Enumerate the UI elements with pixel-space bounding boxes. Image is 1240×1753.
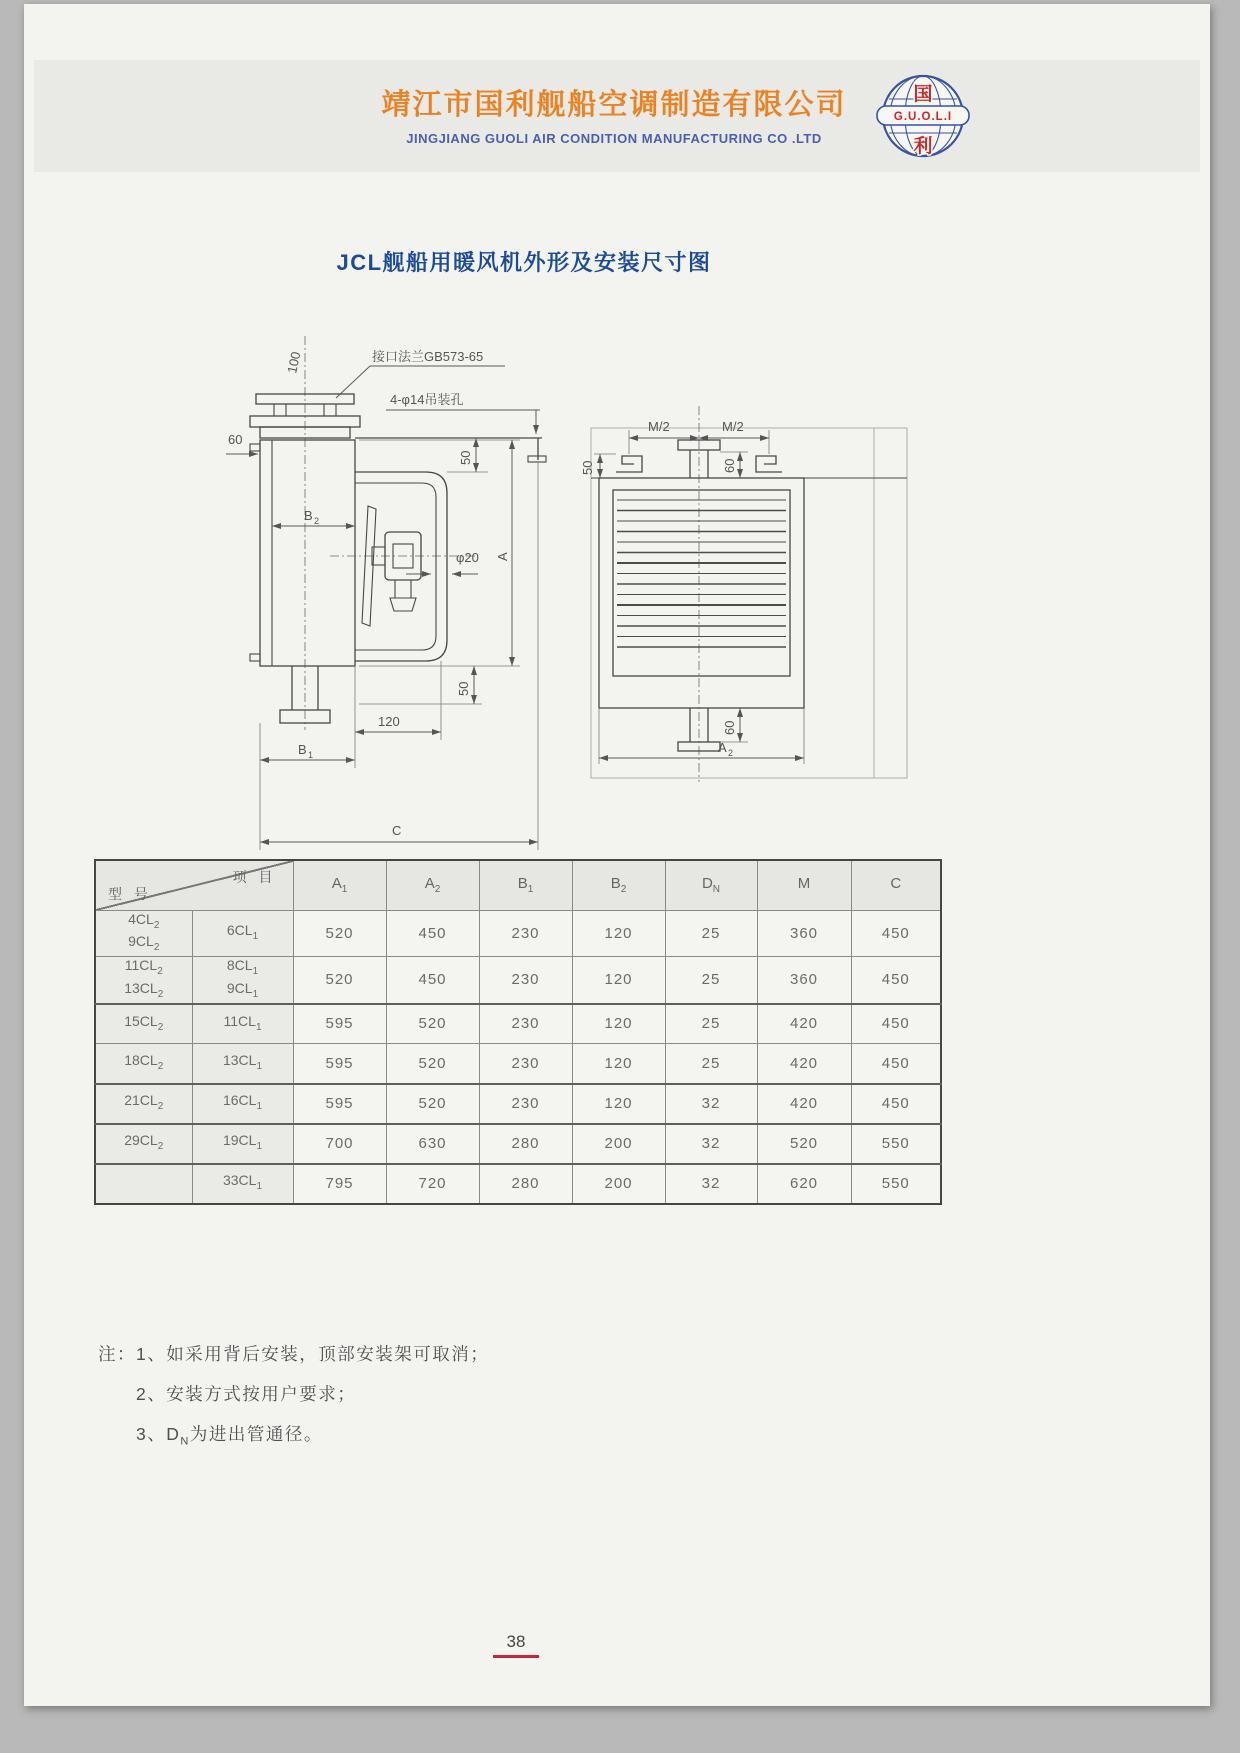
model-cell: $21CL_2$ [95, 1084, 192, 1124]
dimension-value: 450 [386, 957, 479, 1004]
dimension-value: 450 [851, 1044, 941, 1084]
page-number-underline [493, 1655, 539, 1658]
dimension-value: 520 [386, 1004, 479, 1044]
dimension-value: 795 [293, 1164, 386, 1204]
dimension-value: 200 [572, 1124, 665, 1164]
dim-m-half-left: M/2 [648, 419, 670, 434]
dim-m-half-right: M/2 [722, 419, 744, 434]
side-view-drawing [220, 320, 560, 880]
dimension-value: 620 [757, 1164, 851, 1204]
dim-50-corner-gap: 50 [580, 460, 595, 475]
side-view-dimensions [226, 349, 540, 850]
dim-60-top-bracket: 60 [722, 458, 737, 473]
note-line-3-suffix: 为进出管通径。 [189, 1424, 323, 1444]
dimension-value: 25 [665, 1004, 757, 1044]
dim-60-bottom-bracket: 60 [722, 720, 737, 735]
column-header: M [757, 860, 851, 910]
model-cell: $11CL_1$ [192, 1004, 293, 1044]
dimension-value: 120 [572, 910, 665, 957]
company-logo-globe-icon [876, 69, 970, 163]
dimension-value: 32 [665, 1084, 757, 1124]
dimension-value: 450 [851, 1084, 941, 1124]
table-row [95, 1044, 941, 1084]
document-page [24, 4, 1210, 1706]
dim-a2-sub: 2 [728, 748, 734, 758]
logo-band-text: G.U.O.L.I [893, 111, 953, 123]
model-cell: $15CL_2$ [95, 1004, 192, 1044]
company-header-band [34, 60, 1200, 172]
dimension-value: 120 [572, 1004, 665, 1044]
page-number [486, 1632, 546, 1658]
note-line-2: 2、安装方式按用户要求； [136, 1384, 357, 1404]
dimension-value: 630 [386, 1124, 479, 1164]
dim-50-top-gap: 50 [458, 450, 473, 465]
model-cell: $4CL_2$ $9CL_2$ [95, 910, 192, 957]
table-row [95, 1084, 941, 1124]
dimension-value: 230 [479, 1084, 572, 1124]
model-cell [95, 1164, 192, 1204]
note-line-3 [98, 1414, 489, 1462]
dimension-value: 550 [851, 1124, 941, 1164]
dimension-value: 450 [851, 1004, 941, 1044]
dimension-value: 25 [665, 910, 757, 957]
dimension-value: 360 [757, 910, 851, 957]
dimension-value: 25 [665, 957, 757, 1004]
dimension-value: 595 [293, 1084, 386, 1124]
dimension-value: 420 [757, 1084, 851, 1124]
dim-a2-label: A [718, 740, 727, 755]
dimension-value: 200 [572, 1164, 665, 1204]
model-cell: $29CL_2$ [95, 1124, 192, 1164]
dimension-value: 120 [572, 1044, 665, 1084]
dimension-value: 450 [851, 957, 941, 1004]
model-cell: $11CL_2$ $13CL_2$ [95, 957, 192, 1004]
dimension-value: 230 [479, 910, 572, 957]
company-name-cn: 靖江市国利舰船空调制造有限公司 [381, 89, 847, 121]
dim-phi20-tube: φ20 [456, 550, 479, 565]
dimension-value: 230 [479, 1044, 572, 1084]
dimension-value: 595 [293, 1004, 386, 1044]
column-header: $A_2$ [386, 860, 479, 910]
model-cell: $6CL_1$ [192, 910, 293, 957]
note-line-3-sub: N [180, 1435, 190, 1448]
dimension-value: 700 [293, 1124, 386, 1164]
note-line-3-prefix: 3、D [136, 1424, 181, 1444]
dim-50-bottom-gap: 50 [456, 681, 471, 696]
model-cell: $16CL_1$ [192, 1084, 293, 1124]
logo-top-char: 国 [913, 84, 933, 105]
column-header: $B_2$ [572, 860, 665, 910]
note-line-1: 注：1、如采用背后安装，顶部安装架可取消； [98, 1344, 490, 1364]
column-header: $A_1$ [293, 860, 386, 910]
dimension-value: 32 [665, 1164, 757, 1204]
table-row [95, 1164, 941, 1204]
table-body [95, 910, 941, 1204]
dimension-value: 230 [479, 1004, 572, 1044]
dimension-value: 420 [757, 1044, 851, 1084]
dimension-value: 280 [479, 1124, 572, 1164]
dimension-value: 450 [851, 910, 941, 957]
table-row [95, 1124, 941, 1164]
dimension-value: 420 [757, 1004, 851, 1044]
table-corner-cell [95, 860, 293, 910]
dimension-value: 550 [851, 1164, 941, 1204]
dimension-value: 520 [293, 957, 386, 1004]
dimension-table [94, 859, 942, 1205]
dim-b2-label: B [304, 508, 313, 523]
dimension-value: 595 [293, 1044, 386, 1084]
column-header: $D_N$ [665, 860, 757, 910]
notes-block [98, 1334, 489, 1462]
front-view-drawing [566, 390, 936, 790]
page-number-text: 38 [506, 1632, 526, 1651]
dim-a-height: A [495, 552, 510, 561]
dimension-value: 25 [665, 1044, 757, 1084]
model-cell: $18CL_2$ [95, 1044, 192, 1084]
dimension-value: 520 [293, 910, 386, 957]
dimension-value: 32 [665, 1124, 757, 1164]
front-view-structure [591, 406, 907, 782]
logo-bottom-char: 利 [913, 136, 933, 157]
dimension-value: 230 [479, 957, 572, 1004]
column-header: C [851, 860, 941, 910]
dim-60-depth-offset: 60 [228, 432, 243, 447]
corner-top-label: 项 目 [232, 869, 277, 885]
page-title: JCL舰船用暖风机外形及安装尺寸图 [336, 250, 712, 275]
model-cell: $33CL_1$ [192, 1164, 293, 1204]
table-row [95, 1004, 941, 1044]
column-header: $B_1$ [479, 860, 572, 910]
dimension-value: 520 [757, 1124, 851, 1164]
lift-holes-callout-label: 4-φ14吊装孔 [390, 392, 464, 407]
model-cell: $13CL_1$ [192, 1044, 293, 1084]
dim-b1-sub: 1 [308, 750, 314, 760]
dimension-value: 520 [386, 1044, 479, 1084]
model-cell: $19CL_1$ [192, 1124, 293, 1164]
corner-bottom-label: 型 号 [108, 885, 152, 902]
dimension-value: 280 [479, 1164, 572, 1204]
dim-c-total-depth: C [392, 823, 402, 838]
flange-callout-label: 接口法兰GB573-65 [372, 349, 484, 364]
dimension-value: 120 [572, 1084, 665, 1124]
table-row [95, 957, 941, 1004]
dimension-value: 120 [572, 957, 665, 1004]
model-cell: $8CL_1$ $9CL_1$ [192, 957, 293, 1004]
table-header-row [95, 860, 941, 910]
dim-b2-sub: 2 [314, 516, 320, 526]
dimension-value: 360 [757, 957, 851, 1004]
dim-b1-label: B [298, 742, 307, 757]
company-name-block [284, 82, 944, 146]
company-name-en: JINGJIANG GUOLI AIR CONDITION MANUFACTURING CO .LTD [406, 131, 822, 146]
rotated-dim-label: 100 [284, 350, 304, 375]
dimension-value: 450 [386, 910, 479, 957]
dim-120-bracket-offset: 120 [378, 714, 400, 729]
dimension-value: 720 [386, 1164, 479, 1204]
table-row [95, 910, 941, 957]
dimension-value: 520 [386, 1084, 479, 1124]
